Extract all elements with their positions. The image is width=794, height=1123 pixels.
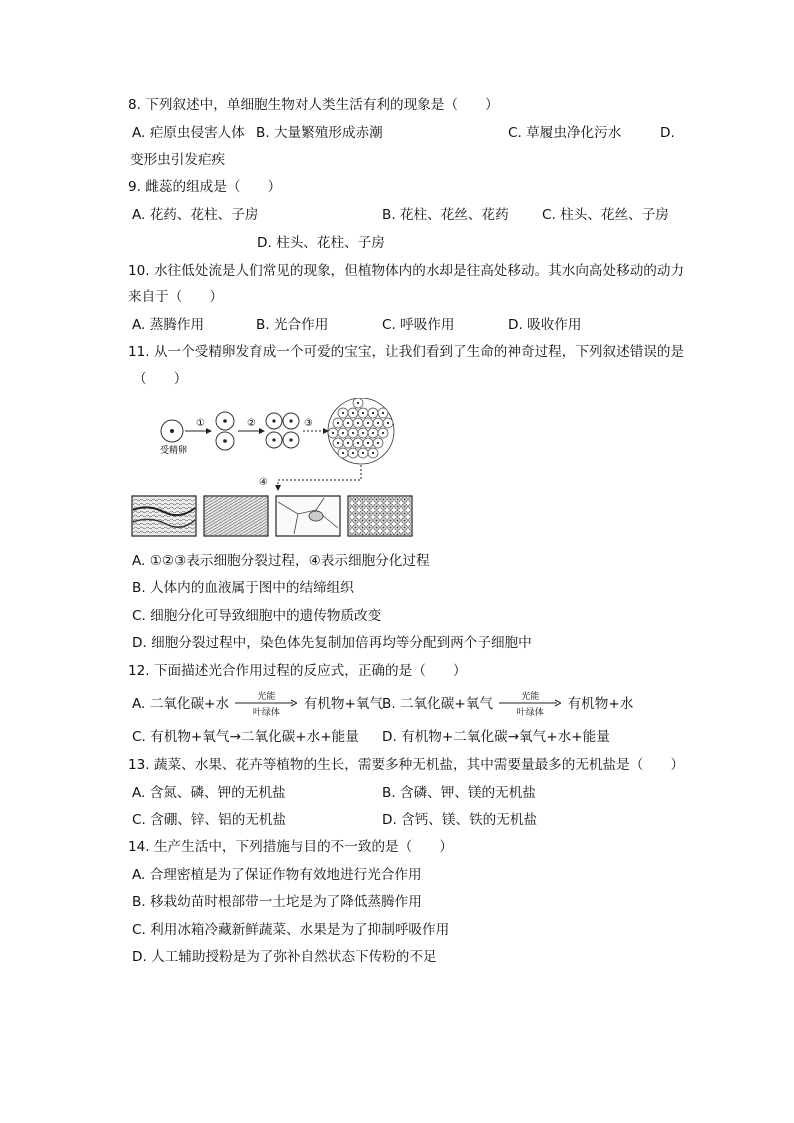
cell-cluster (328, 398, 394, 464)
q11-option-a[interactable]: A. ①②③表示细胞分裂过程，④表示细胞分化过程 (132, 553, 430, 569)
q8-option-d[interactable]: D. (660, 125, 675, 141)
q12-b-reactants: B. 二氧化碳+氧气 (382, 696, 493, 712)
q11-option-d[interactable]: D. 细胞分裂过程中，染色体先复制加倍再均等分配到两个子细胞中 (132, 635, 532, 651)
q12-a-reactants: A. 二氧化碳+水 (132, 696, 230, 712)
tissue-panel-3 (276, 496, 340, 536)
step-4-label: ④ (259, 477, 268, 488)
q14-option-c[interactable]: C. 利用冰箱冷藏新鲜蔬菜、水果是为了抑制呼吸作用 (132, 922, 450, 938)
q14-option-b[interactable]: B. 移栽幼苗时根部带一土坨是为了降低蒸腾作用 (132, 894, 422, 910)
q14-stem: 14. 生产生活中，下列措施与目的不一致的是（ ） (128, 839, 454, 855)
q9-option-a[interactable]: A. 花药、花柱、子房 (132, 207, 259, 223)
q14-option-d[interactable]: D. 人工辅助授粉是为了弥补自然状态下传粉的不足 (132, 949, 437, 965)
q11-option-b[interactable]: B. 人体内的血液属于图中的结缔组织 (132, 580, 354, 596)
q12-option-b[interactable] (382, 692, 634, 718)
q10-stem: 10. 水往低处流是人们常见的现象，但植物体内的水却是往高处移动。其水向高处移动的动力 (128, 263, 685, 279)
q14-option-a[interactable]: A. 合理密植是为了保证作物有效地进行光合作用 (132, 867, 422, 883)
q12-a-products: 有机物+氧气 (303, 696, 384, 712)
q13-option-d[interactable]: D. 含钙、镁、铁的无机盐 (382, 812, 538, 828)
step-2-label: ② (247, 418, 256, 429)
tissue-panel-2 (204, 496, 268, 536)
q10-option-d[interactable]: D. 吸收作用 (508, 317, 582, 333)
tissue-panel-4 (348, 496, 412, 536)
step-3-label: ③ (304, 418, 313, 429)
q8-option-a[interactable]: A. 疟原虫侵害人体 (132, 125, 245, 141)
q10-option-a[interactable]: A. 蒸腾作用 (132, 317, 205, 333)
q12-stem: 12. 下面描述光合作用过程的反应式，正确的是（ ） (128, 663, 467, 679)
tissue-panel-1 (132, 496, 196, 536)
q12-option-a[interactable] (132, 692, 384, 718)
q12-option-c[interactable]: C. 有机物+氧气→二氧化碳+水+能量 (132, 729, 359, 745)
q13-option-c[interactable]: C. 含硼、锌、铝的无机盐 (132, 812, 287, 828)
condition-chloroplast: 叶绿体 (516, 708, 544, 718)
q10-option-c[interactable]: C. 呼吸作用 (382, 317, 455, 333)
q9-stem: 9. 雌蕊的组成是（ ） (128, 179, 282, 195)
q8-option-c[interactable]: C. 草履虫净化污水 (508, 125, 622, 141)
condition-chloroplast: 叶绿体 (252, 708, 280, 718)
q8-option-b[interactable]: B. 大量繁殖形成赤潮 (256, 125, 383, 141)
q11-stem-cont: （ ） (133, 371, 188, 387)
step-1-label: ① (196, 418, 205, 429)
condition-light: 光能 (521, 692, 540, 702)
fertilized-egg-label: 受精卵 (160, 446, 188, 456)
q12-b-products: 有机物+水 (567, 696, 634, 712)
q9-option-c[interactable]: C. 柱头、花丝、子房 (542, 207, 669, 223)
q13-option-b[interactable]: B. 含磷、钾、镁的无机盐 (382, 785, 536, 801)
cell-development-diagram (128, 398, 418, 540)
condition-light: 光能 (257, 692, 276, 702)
q10-option-b[interactable]: B. 光合作用 (256, 317, 329, 333)
reaction-arrow (235, 692, 297, 718)
q11-stem: 11. 从一个受精卵发育成一个可爱的宝宝，让我们看到了生命的神奇过程，下列叙述错误的是 (128, 344, 685, 360)
q10-stem-cont: 来自于（ ） (128, 289, 224, 305)
reaction-arrow (499, 692, 561, 718)
q8-option-d-text: 变形虫引发疟疾 (130, 152, 226, 168)
q11-option-c[interactable]: C. 细胞分化可导致细胞中的遗传物质改变 (132, 608, 382, 624)
q13-stem: 13. 蔬菜、水果、花卉等植物的生长，需要多种无机盐，其中需要量最多的无机盐是（ ） (128, 757, 685, 773)
q8-stem: 8. 下列叙述中，单细胞生物对人类生活有利的现象是（ ） (128, 97, 499, 113)
q9-option-b[interactable]: B. 花柱、花丝、花药 (382, 207, 509, 223)
q12-option-d[interactable]: D. 有机物+二氧化碳→氧气+水+能量 (382, 729, 610, 745)
q9-option-d[interactable]: D. 柱头、花柱、子房 (257, 235, 385, 251)
q13-option-a[interactable]: A. 含氮、磷、钾的无机盐 (132, 785, 286, 801)
